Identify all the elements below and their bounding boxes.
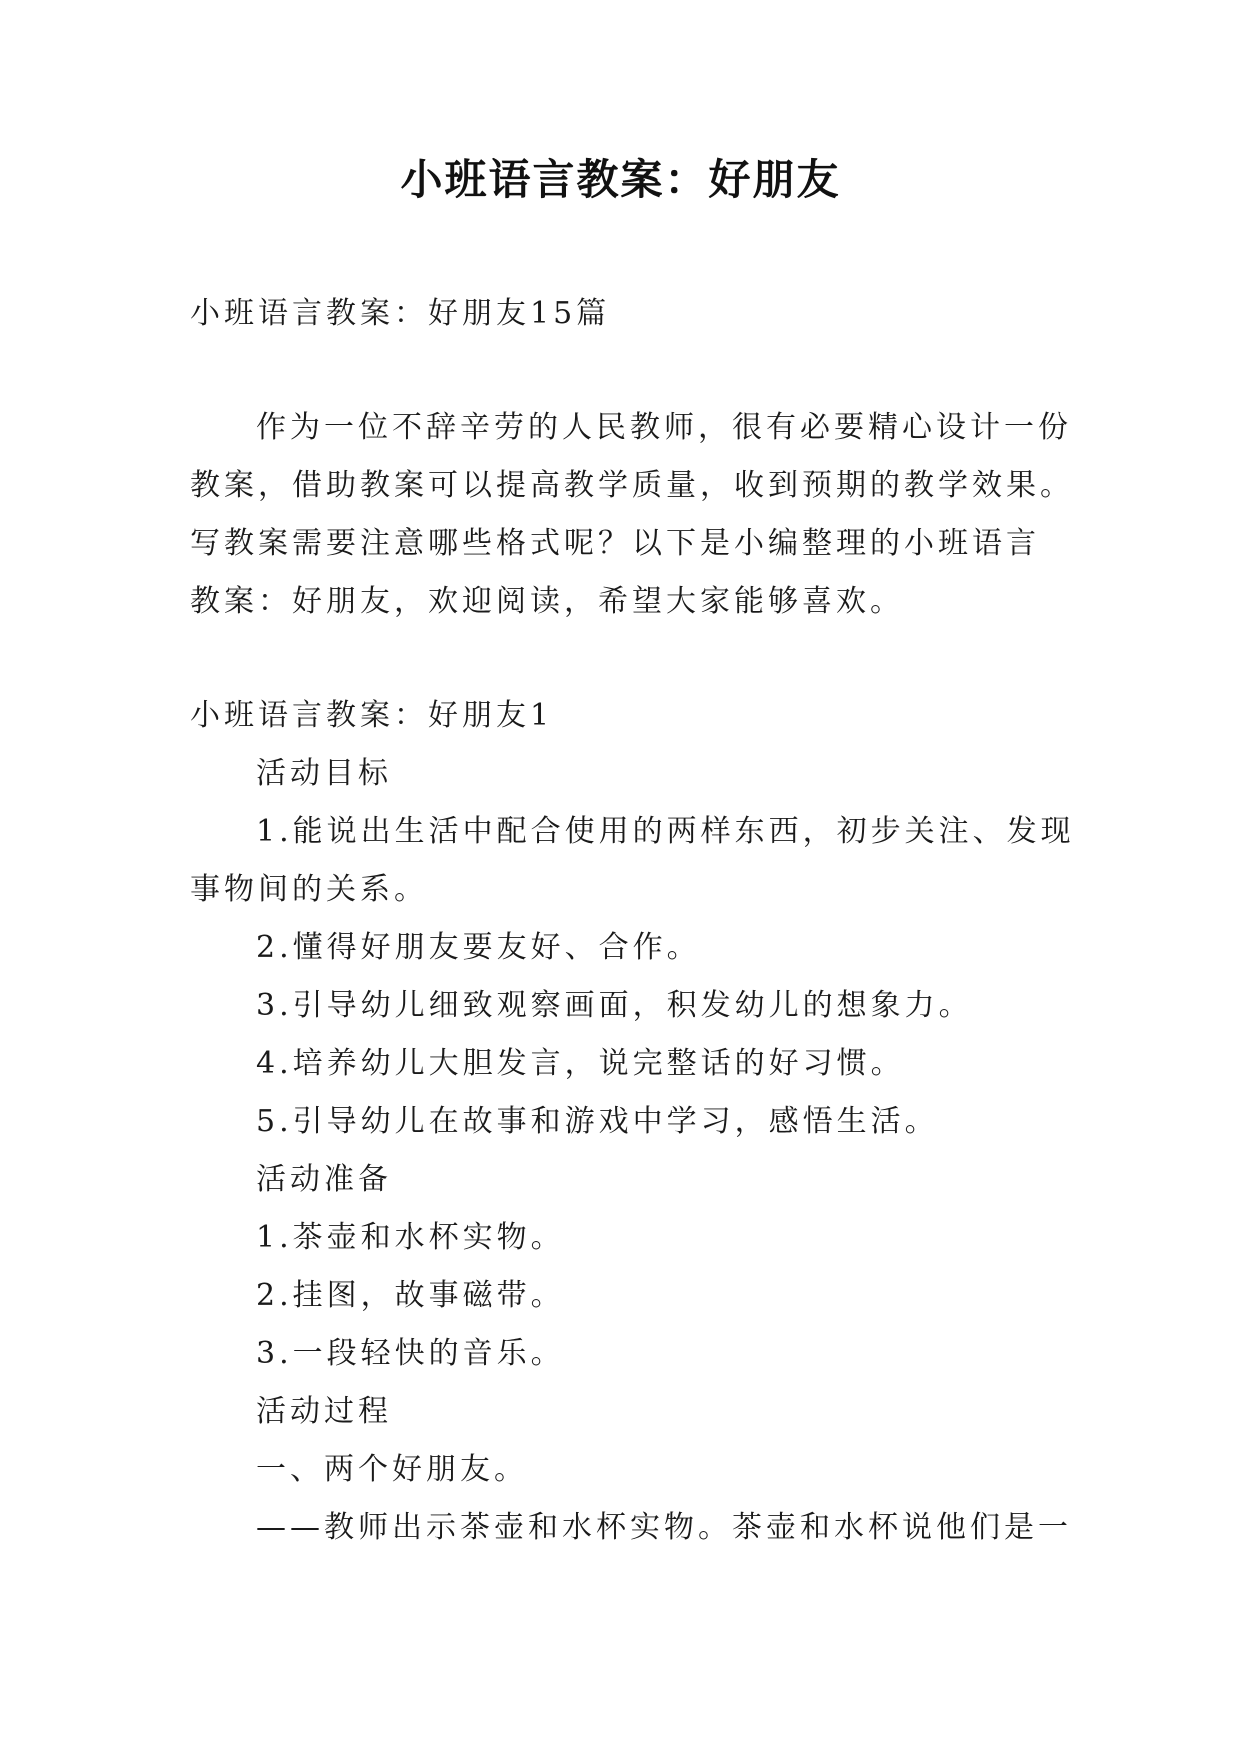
document-title: 小班语言教案：好朋友 <box>400 155 841 204</box>
goal-item-5: 5.引导幼儿在故事和游戏中学习，感悟生活。 <box>256 1104 939 1139</box>
goal-item-4: 4.培养幼儿大胆发言，说完整话的好习惯。 <box>256 1046 905 1081</box>
prep-heading: 活动准备 <box>256 1162 392 1197</box>
intro-line-4: 教案：好朋友，欢迎阅读，希望大家能够喜欢。 <box>190 584 904 619</box>
prep-item-2: 2.挂图，故事磁带。 <box>256 1278 565 1313</box>
prep-item-1: 1.茶壶和水杯实物。 <box>256 1220 565 1255</box>
section-heading: 小班语言教案：好朋友1 <box>190 698 554 733</box>
goal-item-1-line-2: 事物间的关系。 <box>190 872 428 907</box>
intro-line-2: 教案，借助教案可以提高教学质量，收到预期的教学效果。 <box>190 468 1074 503</box>
goal-item-2: 2.懂得好朋友要友好、合作。 <box>256 930 701 965</box>
intro-line-1: 作为一位不辞辛劳的人民教师，很有必要精心设计一份 <box>256 410 1072 445</box>
process-heading: 活动过程 <box>256 1394 392 1429</box>
document-subtitle: 小班语言教案：好朋友15篇 <box>190 296 611 331</box>
intro-line-3: 写教案需要注意哪些格式呢？以下是小编整理的小班语言 <box>190 526 1040 561</box>
process-step-1: 一、两个好朋友。 <box>256 1452 528 1487</box>
goals-heading: 活动目标 <box>256 756 392 791</box>
goal-item-1-line-1: 1.能说出生活中配合使用的两样东西，初步关注、发现 <box>256 814 1075 849</box>
prep-item-3: 3.一段轻快的音乐。 <box>256 1336 565 1371</box>
goal-item-3: 3.引导幼儿细致观察画面，积发幼儿的想象力。 <box>256 988 973 1023</box>
process-step-1-text: ——教师出示茶壶和水杯实物。茶壶和水杯说他们是一 <box>256 1510 1072 1545</box>
